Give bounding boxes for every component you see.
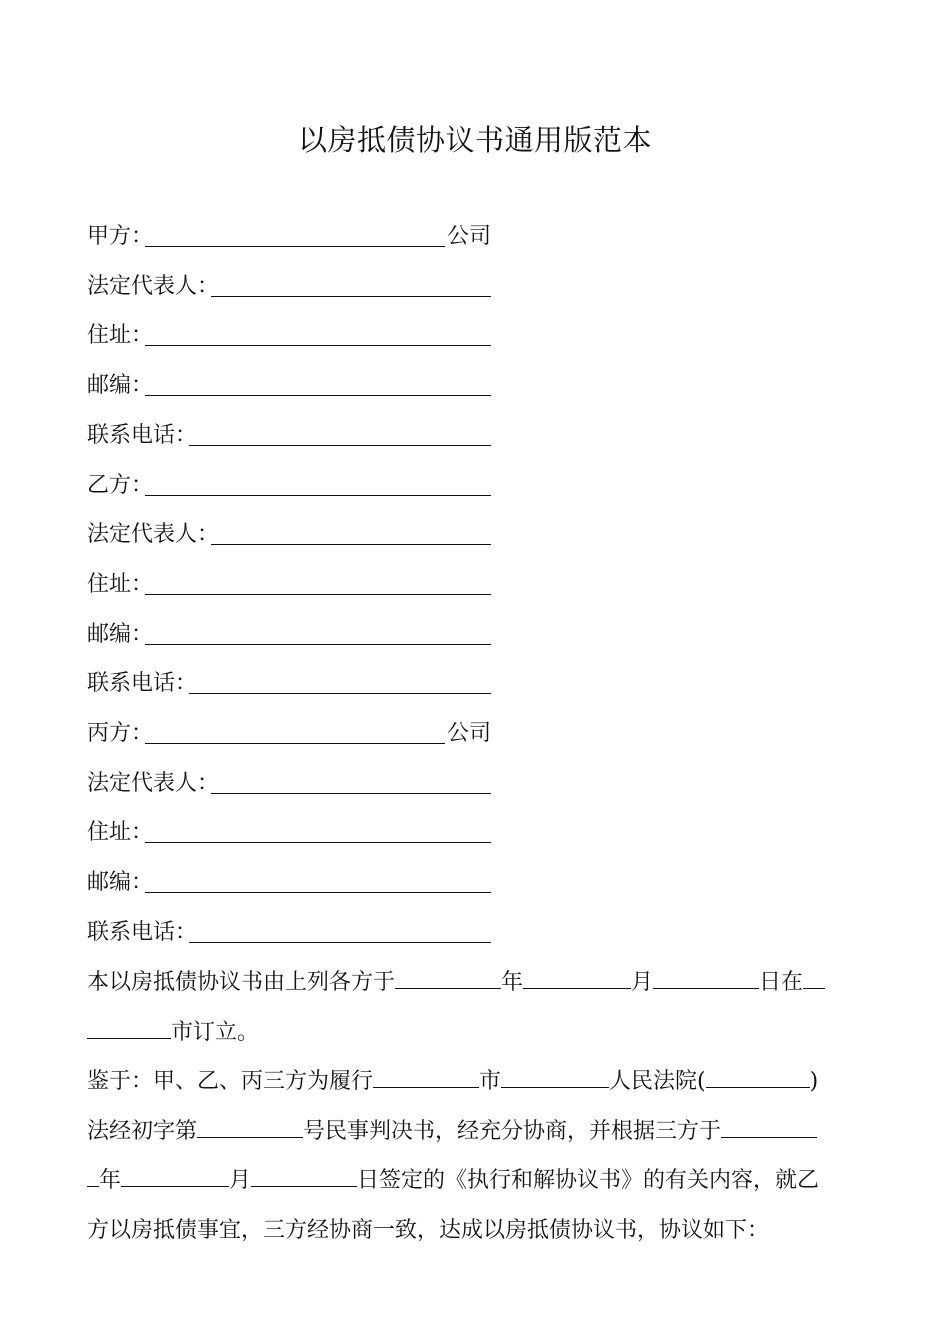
settlement-year-blank[interactable] bbox=[87, 1168, 99, 1187]
field-label: 法定代表人： bbox=[87, 522, 220, 548]
party-field-row bbox=[87, 471, 507, 501]
settlement-month-blank[interactable] bbox=[121, 1168, 229, 1187]
document-title: 以房抵债协议书通用版范本 bbox=[297, 123, 652, 157]
party-field-row bbox=[87, 272, 507, 302]
field-input-blank[interactable] bbox=[211, 793, 491, 794]
field-label: 邮编： bbox=[87, 621, 154, 647]
party-field-row bbox=[87, 520, 507, 550]
agreement-body bbox=[87, 958, 867, 1256]
field-input-blank[interactable] bbox=[189, 445, 491, 446]
settlement-year-blank-start[interactable] bbox=[721, 1119, 817, 1138]
field-label: 乙方： bbox=[87, 472, 154, 498]
field-label: 住址： bbox=[87, 571, 154, 597]
body-line-5: 年 月 日签定的《执行和解协议书》的有关内容，就乙 bbox=[87, 1156, 867, 1206]
field-label: 邮编： bbox=[87, 373, 154, 399]
field-label: 法定代表人： bbox=[87, 770, 220, 796]
city-blank[interactable] bbox=[87, 1020, 171, 1039]
field-input-blank[interactable] bbox=[189, 942, 491, 943]
month-blank[interactable] bbox=[523, 970, 631, 989]
court-name-blank[interactable] bbox=[501, 1069, 609, 1088]
party-field-row bbox=[87, 719, 507, 749]
court-city-blank[interactable] bbox=[373, 1069, 479, 1088]
body-line-6: 方以房抵债事宜，三方经协商一致，达成以房抵债协议书，协议如下： bbox=[87, 1217, 770, 1243]
party-field-row bbox=[87, 669, 507, 699]
field-input-blank[interactable] bbox=[145, 892, 491, 893]
party-field-row bbox=[87, 868, 507, 898]
field-input-blank[interactable] bbox=[145, 495, 491, 496]
party-field-row bbox=[87, 321, 507, 351]
year-blank[interactable] bbox=[395, 970, 501, 989]
body-line-2: 市订立。 bbox=[87, 1008, 867, 1058]
field-label: 住址： bbox=[87, 323, 154, 349]
field-label: 法定代表人： bbox=[87, 273, 220, 299]
party-field-row bbox=[87, 818, 507, 848]
field-label: 联系电话： bbox=[87, 919, 198, 945]
field-input-blank[interactable] bbox=[145, 246, 445, 247]
field-suffix: 公司 bbox=[447, 721, 492, 746]
field-input-blank[interactable] bbox=[145, 395, 491, 396]
settlement-day-blank[interactable] bbox=[251, 1168, 357, 1187]
field-input-blank[interactable] bbox=[145, 594, 491, 595]
field-input-blank[interactable] bbox=[211, 544, 491, 545]
party-field-row bbox=[87, 371, 507, 401]
party-field-row bbox=[87, 222, 507, 252]
field-input-blank[interactable] bbox=[145, 345, 491, 346]
city-blank-start[interactable] bbox=[803, 970, 825, 989]
field-label: 住址： bbox=[87, 820, 154, 846]
field-label: 联系电话： bbox=[87, 671, 198, 697]
field-label: 邮编： bbox=[87, 870, 154, 896]
party-field-row bbox=[87, 769, 507, 799]
case-number-blank[interactable] bbox=[197, 1119, 303, 1138]
field-input-blank[interactable] bbox=[211, 296, 491, 297]
field-input-blank[interactable] bbox=[145, 743, 445, 744]
party-field-row bbox=[87, 421, 507, 451]
body-line-3: 鉴于：甲、乙、丙三方为履行 市 人民法院( ) bbox=[87, 1069, 819, 1095]
party-field-row bbox=[87, 918, 507, 948]
field-label: 联系电话： bbox=[87, 422, 198, 448]
field-suffix: 公司 bbox=[447, 224, 492, 249]
field-input-blank[interactable] bbox=[189, 693, 491, 694]
field-input-blank[interactable] bbox=[145, 644, 491, 645]
field-label: 丙方： bbox=[87, 721, 154, 746]
party-field-row bbox=[87, 620, 507, 650]
field-input-blank[interactable] bbox=[145, 842, 491, 843]
case-year-blank[interactable] bbox=[706, 1069, 810, 1088]
day-blank[interactable] bbox=[653, 970, 759, 989]
body-line-4: 法经初字第 号民事判决书，经充分协商，并根据三方于 bbox=[87, 1107, 867, 1157]
field-label: 甲方： bbox=[87, 224, 154, 249]
party-field-row bbox=[87, 570, 507, 600]
body-line-1: 本以房抵债协议书由上列各方于 年 月 日在 bbox=[87, 958, 867, 1008]
